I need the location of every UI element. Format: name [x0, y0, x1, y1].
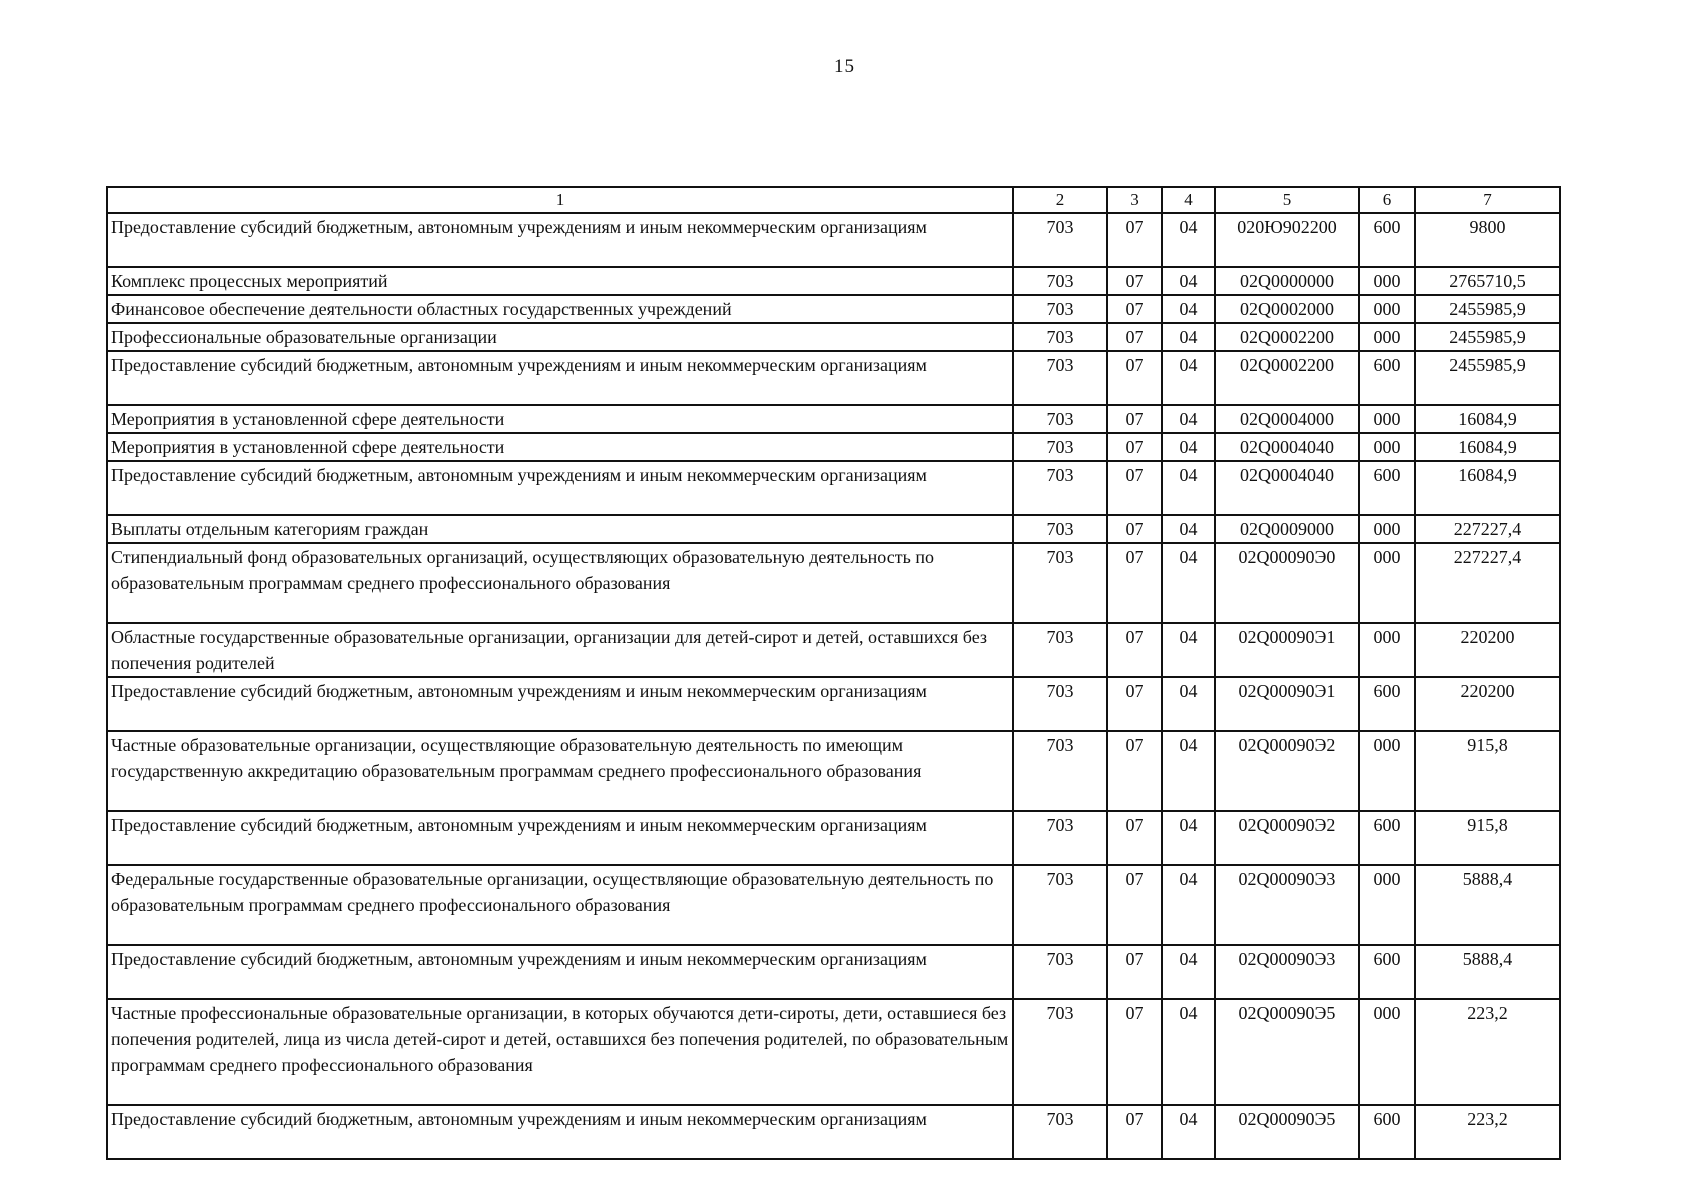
expense-type-cell: 600: [1359, 213, 1415, 267]
target-article-cell: 02Q00090Э2: [1215, 731, 1359, 811]
expense-type-cell: 000: [1359, 731, 1415, 811]
header-row: [107, 187, 1560, 213]
column-header: 3: [1107, 187, 1162, 213]
amount-cell: 16084,9: [1415, 405, 1560, 433]
expense-name-cell: Мероприятия в установленной сфере деятельности: [107, 405, 1013, 433]
subsection-code-cell: 04: [1162, 731, 1215, 811]
expense-name-cell: Стипендиальный фонд образовательных организаций, осуществляющих образовательную деятельность по образовательным программам среднего профессионального образования: [107, 543, 1013, 623]
section-code-cell: 07: [1107, 461, 1162, 515]
expense-type-cell: 600: [1359, 945, 1415, 999]
subsection-code-cell: 04: [1162, 295, 1215, 323]
subsection-code-cell: 04: [1162, 1105, 1215, 1159]
subsection-code-cell: 04: [1162, 999, 1215, 1105]
target-article-cell: 02Q00090Э0: [1215, 543, 1359, 623]
expense-type-cell: 600: [1359, 461, 1415, 515]
target-article-cell: 02Q00090Э1: [1215, 623, 1359, 677]
amount-cell: 9800: [1415, 213, 1560, 267]
section-code-cell: 07: [1107, 811, 1162, 865]
target-article-cell: 02Q0002200: [1215, 323, 1359, 351]
table-row: [107, 351, 1560, 405]
amount-cell: 220200: [1415, 677, 1560, 731]
column-header: 5: [1215, 187, 1359, 213]
expense-type-cell: 600: [1359, 677, 1415, 731]
ministry-code-cell: 703: [1013, 999, 1107, 1105]
amount-cell: 227227,4: [1415, 515, 1560, 543]
ministry-code-cell: 703: [1013, 323, 1107, 351]
section-code-cell: 07: [1107, 405, 1162, 433]
expense-type-cell: 000: [1359, 999, 1415, 1105]
column-header: 2: [1013, 187, 1107, 213]
expense-type-cell: 600: [1359, 811, 1415, 865]
amount-cell: 915,8: [1415, 731, 1560, 811]
section-code-cell: 07: [1107, 731, 1162, 811]
expense-name-cell: Профессиональные образовательные организации: [107, 323, 1013, 351]
table-row: [107, 999, 1560, 1105]
amount-cell: 223,2: [1415, 999, 1560, 1105]
table-body: [107, 213, 1560, 1159]
expense-name-cell: Предоставление субсидий бюджетным, автономным учреждениям и иным некоммерческим организациям: [107, 213, 1013, 267]
target-article-cell: 02Q00090Э2: [1215, 811, 1359, 865]
table-row: [107, 865, 1560, 945]
table-row: [107, 405, 1560, 433]
ministry-code-cell: 703: [1013, 677, 1107, 731]
expense-type-cell: 000: [1359, 405, 1415, 433]
ministry-code-cell: 703: [1013, 1105, 1107, 1159]
amount-cell: 16084,9: [1415, 433, 1560, 461]
expense-name-cell: Предоставление субсидий бюджетным, автономным учреждениям и иным некоммерческим организациям: [107, 945, 1013, 999]
expense-name-cell: Областные государственные образовательные организации, организации для детей-сирот и детей, оставшихся без попечения родителей: [107, 623, 1013, 677]
amount-cell: 5888,4: [1415, 865, 1560, 945]
subsection-code-cell: 04: [1162, 461, 1215, 515]
section-code-cell: 07: [1107, 999, 1162, 1105]
table-row: [107, 515, 1560, 543]
expense-name-cell: Предоставление субсидий бюджетным, автономным учреждениям и иным некоммерческим организациям: [107, 677, 1013, 731]
ministry-code-cell: 703: [1013, 267, 1107, 295]
expense-type-cell: 000: [1359, 543, 1415, 623]
amount-cell: 16084,9: [1415, 461, 1560, 515]
target-article-cell: 02Q0004000: [1215, 405, 1359, 433]
table-row: [107, 945, 1560, 999]
subsection-code-cell: 04: [1162, 323, 1215, 351]
section-code-cell: 07: [1107, 865, 1162, 945]
section-code-cell: 07: [1107, 351, 1162, 405]
section-code-cell: 07: [1107, 515, 1162, 543]
ministry-code-cell: 703: [1013, 213, 1107, 267]
column-header: 1: [107, 187, 1013, 213]
table-row: [107, 323, 1560, 351]
subsection-code-cell: 04: [1162, 213, 1215, 267]
ministry-code-cell: 703: [1013, 623, 1107, 677]
section-code-cell: 07: [1107, 433, 1162, 461]
table-row: [107, 461, 1560, 515]
subsection-code-cell: 04: [1162, 433, 1215, 461]
target-article-cell: 02Q00090Э5: [1215, 999, 1359, 1105]
ministry-code-cell: 703: [1013, 811, 1107, 865]
column-header: 6: [1359, 187, 1415, 213]
amount-cell: 5888,4: [1415, 945, 1560, 999]
table-row: [107, 677, 1560, 731]
column-header: 4: [1162, 187, 1215, 213]
expense-type-cell: 000: [1359, 865, 1415, 945]
expense-name-cell: Предоставление субсидий бюджетным, автономным учреждениям и иным некоммерческим организациям: [107, 461, 1013, 515]
column-header: 7: [1415, 187, 1560, 213]
section-code-cell: 07: [1107, 623, 1162, 677]
amount-cell: 2455985,9: [1415, 295, 1560, 323]
section-code-cell: 07: [1107, 323, 1162, 351]
expense-name-cell: Частные образовательные организации, осуществляющие образовательную деятельность по имеющим государственную аккредитацию образовательным программам среднего профессионального образования: [107, 731, 1013, 811]
amount-cell: 2455985,9: [1415, 323, 1560, 351]
table-row: [107, 811, 1560, 865]
subsection-code-cell: 04: [1162, 811, 1215, 865]
expense-name-cell: Предоставление субсидий бюджетным, автономным учреждениям и иным некоммерческим организациям: [107, 811, 1013, 865]
section-code-cell: 07: [1107, 543, 1162, 623]
target-article-cell: 02Q0002200: [1215, 351, 1359, 405]
expense-name-cell: Федеральные государственные образовательные организации, осуществляющие образовательную деятельность по образовательным программам среднего профессионального образования: [107, 865, 1013, 945]
ministry-code-cell: 703: [1013, 461, 1107, 515]
ministry-code-cell: 703: [1013, 433, 1107, 461]
expense-type-cell: 000: [1359, 515, 1415, 543]
subsection-code-cell: 04: [1162, 543, 1215, 623]
expense-name-cell: Финансовое обеспечение деятельности областных государственных учреждений: [107, 295, 1013, 323]
subsection-code-cell: 04: [1162, 405, 1215, 433]
amount-cell: 227227,4: [1415, 543, 1560, 623]
subsection-code-cell: 04: [1162, 945, 1215, 999]
amount-cell: 2765710,5: [1415, 267, 1560, 295]
ministry-code-cell: 703: [1013, 515, 1107, 543]
budget-table: [106, 186, 1561, 1160]
expense-type-cell: 000: [1359, 623, 1415, 677]
expense-name-cell: Частные профессиональные образовательные организации, в которых обучаются дети-сироты, дети, оставшиеся без попечения родителей, лица из числа детей-сирот и детей, оставшихся без попечения родителей, по образовательным программам среднего профессионального образования: [107, 999, 1013, 1105]
expense-type-cell: 000: [1359, 323, 1415, 351]
expense-name-cell: Предоставление субсидий бюджетным, автономным учреждениям и иным некоммерческим организациям: [107, 351, 1013, 405]
amount-cell: 2455985,9: [1415, 351, 1560, 405]
table-row: [107, 213, 1560, 267]
target-article-cell: 02Q00090Э5: [1215, 1105, 1359, 1159]
expense-name-cell: Выплаты отдельным категориям граждан: [107, 515, 1013, 543]
ministry-code-cell: 703: [1013, 945, 1107, 999]
amount-cell: 220200: [1415, 623, 1560, 677]
table-row: [107, 543, 1560, 623]
section-code-cell: 07: [1107, 213, 1162, 267]
subsection-code-cell: 04: [1162, 677, 1215, 731]
section-code-cell: 07: [1107, 677, 1162, 731]
target-article-cell: 02Q0004040: [1215, 461, 1359, 515]
section-code-cell: 07: [1107, 945, 1162, 999]
page-number: 15: [834, 56, 855, 77]
section-code-cell: 07: [1107, 295, 1162, 323]
amount-cell: 915,8: [1415, 811, 1560, 865]
subsection-code-cell: 04: [1162, 267, 1215, 295]
target-article-cell: 02Q0009000: [1215, 515, 1359, 543]
ministry-code-cell: 703: [1013, 405, 1107, 433]
amount-cell: 223,2: [1415, 1105, 1560, 1159]
ministry-code-cell: 703: [1013, 351, 1107, 405]
table-row: [107, 731, 1560, 811]
expense-type-cell: 000: [1359, 295, 1415, 323]
expense-name-cell: Комплекс процессных мероприятий: [107, 267, 1013, 295]
subsection-code-cell: 04: [1162, 623, 1215, 677]
subsection-code-cell: 04: [1162, 351, 1215, 405]
ministry-code-cell: 703: [1013, 731, 1107, 811]
table-row: [107, 433, 1560, 461]
target-article-cell: 02Q00090Э3: [1215, 865, 1359, 945]
table-row: [107, 295, 1560, 323]
target-article-cell: 02Q0004040: [1215, 433, 1359, 461]
table-row: [107, 1105, 1560, 1159]
subsection-code-cell: 04: [1162, 865, 1215, 945]
table-row: [107, 623, 1560, 677]
expense-name-cell: Предоставление субсидий бюджетным, автономным учреждениям и иным некоммерческим организациям: [107, 1105, 1013, 1159]
target-article-cell: 020Ю902200: [1215, 213, 1359, 267]
expense-name-cell: Мероприятия в установленной сфере деятельности: [107, 433, 1013, 461]
target-article-cell: 02Q0000000: [1215, 267, 1359, 295]
expense-type-cell: 600: [1359, 351, 1415, 405]
ministry-code-cell: 703: [1013, 543, 1107, 623]
subsection-code-cell: 04: [1162, 515, 1215, 543]
ministry-code-cell: 703: [1013, 295, 1107, 323]
expense-type-cell: 000: [1359, 267, 1415, 295]
target-article-cell: 02Q00090Э3: [1215, 945, 1359, 999]
ministry-code-cell: 703: [1013, 865, 1107, 945]
table-row: [107, 267, 1560, 295]
target-article-cell: 02Q00090Э1: [1215, 677, 1359, 731]
expense-type-cell: 000: [1359, 433, 1415, 461]
expense-type-cell: 600: [1359, 1105, 1415, 1159]
section-code-cell: 07: [1107, 1105, 1162, 1159]
target-article-cell: 02Q0002000: [1215, 295, 1359, 323]
section-code-cell: 07: [1107, 267, 1162, 295]
